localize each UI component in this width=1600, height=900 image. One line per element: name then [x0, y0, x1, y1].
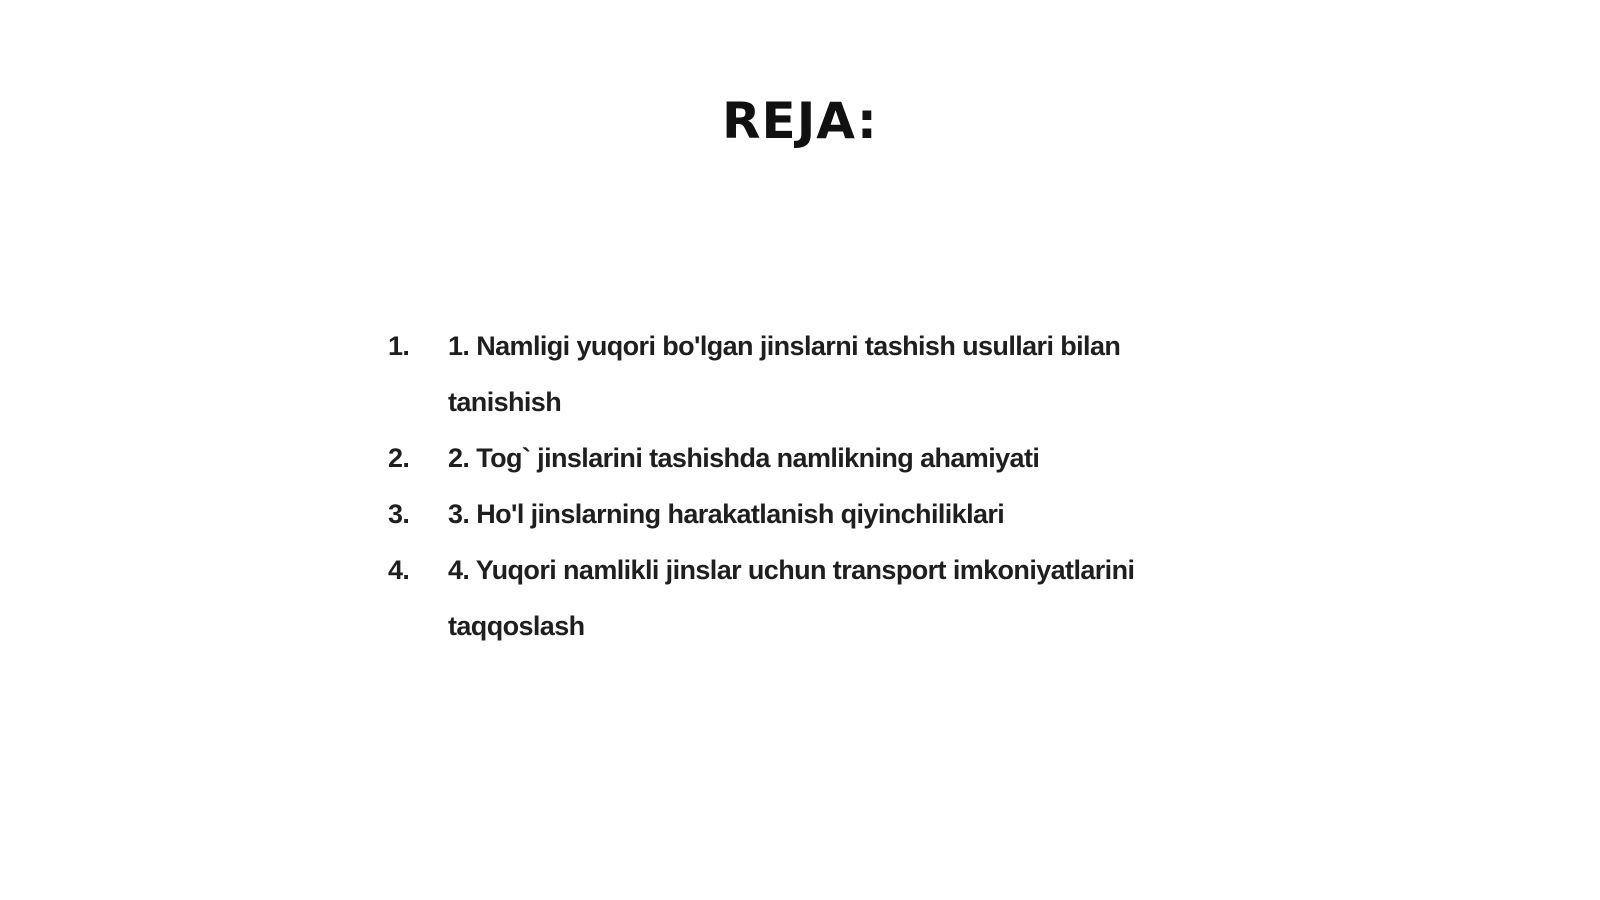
plan-item-2 — [388, 430, 1148, 486]
plan-item-text: 3. Ho'l jinslarning harakatlanish qiyinchiliklari — [448, 499, 1005, 529]
slide-title: REJA: — [722, 92, 878, 150]
plan-item-number: 3. — [388, 499, 410, 529]
plan-item-1 — [388, 318, 1148, 430]
plan-item-text: 1. Namligi yuqori bo'lgan jinslarni tashish usullari bilan tanishish — [448, 331, 1121, 417]
plan-item-text: 4. Yuqori namlikli jinslar uchun transport imkoniyatlarini taqqoslash — [448, 555, 1135, 641]
plan-item-3 — [388, 486, 1148, 542]
plan-item-4 — [388, 542, 1148, 654]
plan-item-number: 1. — [388, 331, 410, 361]
plan-item-number: 2. — [388, 443, 410, 473]
plan-list — [388, 318, 1148, 654]
plan-item-text: 2. Tog` jinslarini tashishda namlikning ahamiyati — [448, 443, 1040, 473]
plan-item-number: 4. — [388, 555, 410, 585]
